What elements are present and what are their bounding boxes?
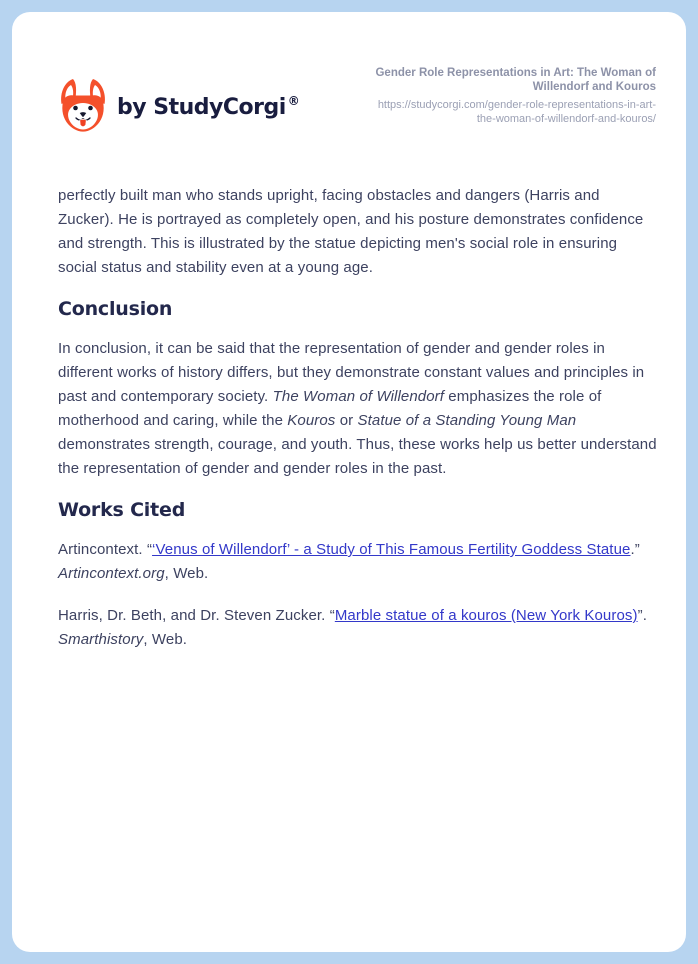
studycorgi-brand	[58, 78, 299, 136]
document-header	[58, 67, 656, 136]
text-run: In conclusion, it can be said that the representation of gender and gender roles in different works of history differs, but they demonstrate constant values and principles in past and contemporary society.	[58, 340, 645, 405]
document-card	[12, 12, 686, 952]
text-run: perfectly built man who stands upright, facing obstacles and dangers (Harris and Zucker). He is portrayed as completely open, and his posture demonstrates confidence and strength. This is illustrated by the statue depicting men's social role in ensuring social status and stability even at a young age.	[58, 187, 644, 276]
text-run: demonstrates strength, courage, and youth. Thus, these works help us better understand the representation of gender and gender roles in the past.	[58, 436, 657, 477]
document-title: Gender Role Representations in Art: The Woman of Willendorf and Kouros	[375, 67, 656, 93]
italic-text: Kouros	[287, 412, 336, 429]
citation-entry-1	[58, 538, 658, 586]
intro-paragraph	[58, 184, 658, 280]
registered-trademark-symbol: ®	[287, 94, 300, 108]
text-run: , Web.	[143, 631, 188, 648]
conclusion-paragraph	[58, 337, 658, 481]
text-run: or	[335, 412, 358, 429]
italic-text: Statue of a Standing Young Man	[357, 412, 577, 429]
document-url-line-1: https://studycorgi.com/gender-role-representations-in-art-	[377, 99, 656, 111]
text-run: , Web.	[164, 565, 209, 582]
italic-text: Artincontext.org	[58, 565, 165, 582]
italic-text: Smarthistory	[58, 631, 144, 648]
document-url-line-2: the-woman-of-willendorf-and-kouros/	[476, 112, 656, 125]
document-meta	[322, 66, 656, 126]
document-body	[58, 184, 658, 652]
text-run: .”	[630, 541, 640, 558]
italic-text: The Woman of Willendorf	[272, 388, 445, 405]
text-run: ”.	[637, 607, 647, 624]
section-heading-conclusion: Conclusion	[58, 298, 173, 320]
citation-entry-2	[58, 604, 658, 652]
citation-link[interactable]: ‘Venus of Willendorf’ - a Study of This Famous Fertility Goddess Statue	[152, 541, 631, 558]
brand-name-text: by StudyCorgi	[117, 95, 286, 120]
text-run: Harris, Dr. Beth, and Dr. Steven Zucker. “	[58, 607, 335, 624]
text-run: Artincontext. “	[58, 541, 153, 558]
citation-link[interactable]: Marble statue of a kouros (New York Kouros)	[334, 607, 638, 624]
document-url	[322, 99, 656, 126]
corgi-face-icon	[58, 78, 108, 136]
brand-name	[117, 94, 299, 120]
section-heading-works-cited: Works Cited	[58, 499, 186, 521]
text-run: emphasizes the role of motherhood and caring, while the	[58, 388, 602, 429]
